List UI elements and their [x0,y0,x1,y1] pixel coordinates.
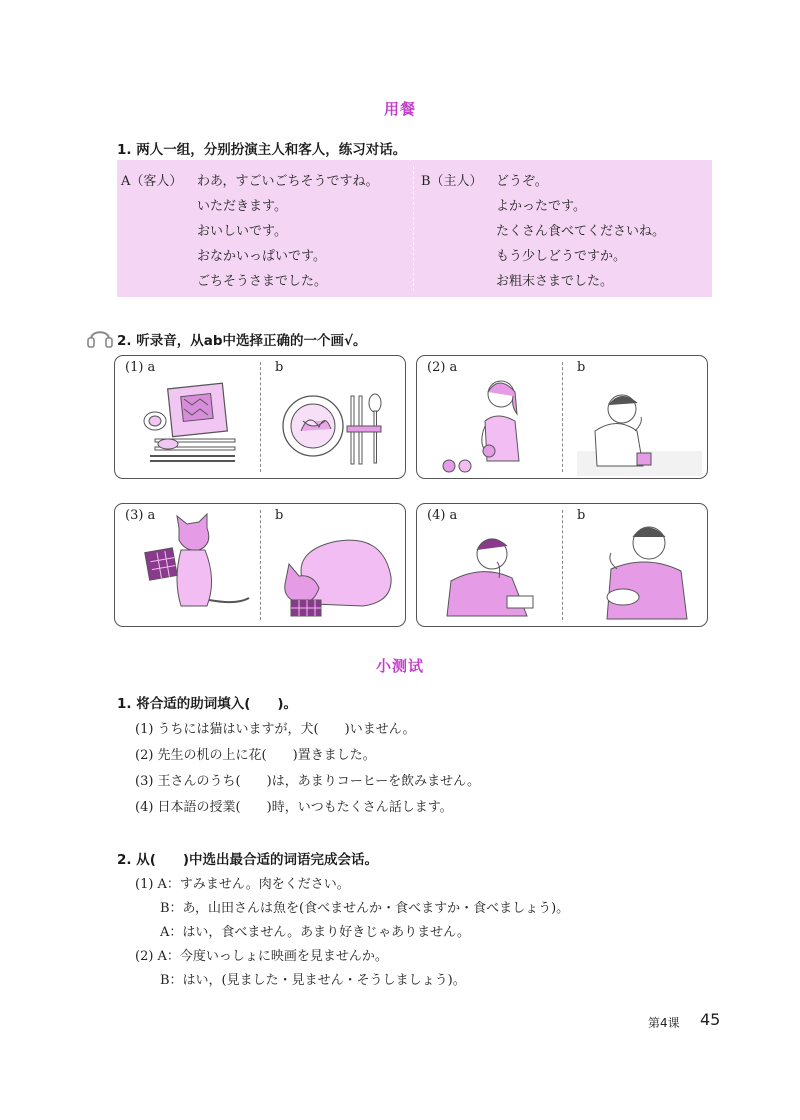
lesson-label: 第4课 [648,1016,680,1030]
girl-peeling-fruit-image [437,366,557,476]
quiz-1-item: (3) 王さんのうち( )は，あまりコーヒーを飲みません。 [135,774,480,789]
quiz-1-item: (4) 日本語の授業( )時，いつもたくさん話します。 [135,800,453,815]
boy-eating-spoon-image [577,509,702,624]
quiz-1-item: (2) 先生の机の上に花( )置きました。 [135,748,376,763]
panel-2-a-label: (2) a [427,360,458,375]
quiz-2-line: B：はい，(見ました・見ません・そうしましょう)。 [160,973,466,988]
headphones-icon [86,324,114,350]
host-line: どうぞ。 [496,174,548,189]
quiz-2-line: A：はい，食べません。あまり好きじゃありません。 [160,925,470,940]
panel-3-b-label: b [275,508,284,523]
guest-line: わあ，すごいごちそうですね。 [197,174,379,189]
quiz-question-1: 1. 将合适的助词填入( )。 [117,696,298,712]
question-2-listening: 2. 听录音，从ab中选择正确的一个画√。 [117,333,367,349]
listening-panel-2 [416,355,708,479]
guest-line: おいしいです。 [197,224,287,239]
panel-1-b-label: b [275,360,284,375]
dialogue-box [117,160,712,297]
speaker-b-label: B（主人） [421,174,483,189]
panel-4-a-label: (4) a [427,508,458,523]
section-title-dining: 用餐 [383,100,416,118]
host-line: たくさん食べてくださいね。 [496,224,666,239]
section-title-quiz: 小测试 [375,657,424,675]
place-setting-image [140,381,250,471]
listening-panel-1 [114,355,406,479]
page-number: 45 [700,1010,721,1029]
man-eating-image [577,371,702,476]
guest-line: おなかいっぱいです。 [197,249,326,264]
panel-3-a-label: (3) a [125,508,156,523]
boy-eating-chopsticks-image [437,516,562,624]
panel-2-b-label: b [577,360,586,375]
listening-panel-4 [416,503,708,627]
host-line: もう少しどうですか。 [496,249,627,264]
guest-line: いただきます。 [197,199,287,214]
quiz-2-line: (2) A：今度いっしょに映画を見ませんか。 [135,949,388,964]
quiz-question-2: 2. 从( )中选出最合适的词语完成会话。 [117,852,379,868]
plate-vegetables-image [273,381,393,471]
dialogue-divider [413,166,414,291]
quiz-1-item: (1) うちには猫はいますが，犬( )いません。 [135,722,416,737]
panel-4-b-label: b [577,508,586,523]
host-line: よかったです。 [496,199,586,214]
panel-1-a-label: (1) a [125,360,156,375]
question-1-roleplay: 1. 两人一组，分别扮演主人和客人，练习对话。 [117,142,407,158]
speaker-a-label: A（客人） [121,174,183,189]
guest-line: ごちそうさまでした。 [197,274,328,289]
listening-panel-3 [114,503,406,627]
quiz-2-line: B：あ，山田さんは魚を(食べませんか・食べますか・食べましょう)。 [160,901,570,916]
cat-eating-chocolate-image [273,522,401,622]
cat-holding-chocolate-image [137,510,257,622]
host-line: お粗末さまでした。 [496,274,614,289]
quiz-2-line: (1) A：すみません。肉をください。 [135,877,350,892]
